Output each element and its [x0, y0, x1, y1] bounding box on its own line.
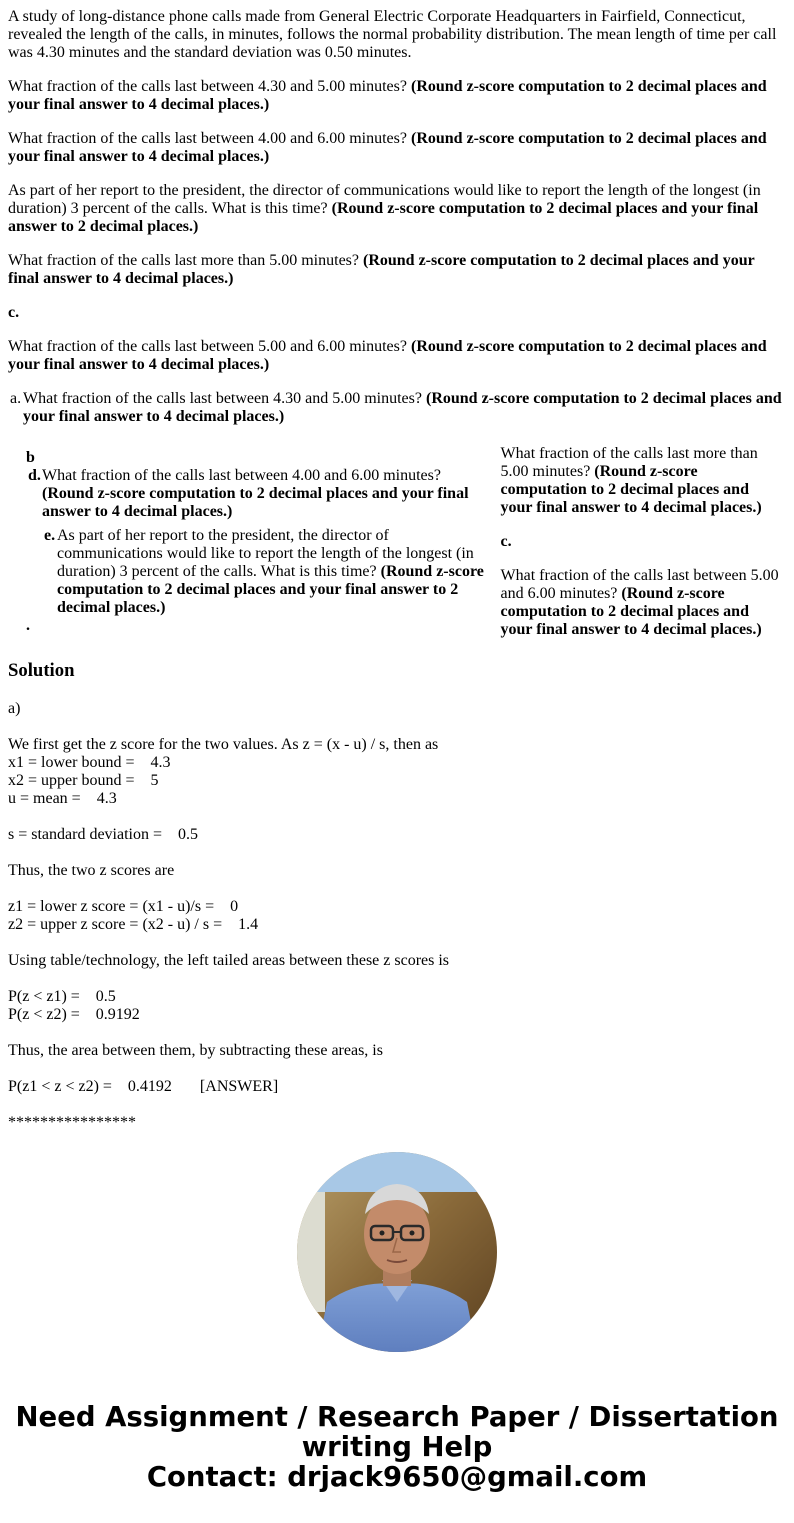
- right-question-2: [501, 567, 781, 639]
- question-4: [8, 252, 786, 288]
- solution-heading: Solution: [8, 660, 75, 681]
- solution-x2: x2 = upper bound = 5: [8, 772, 159, 789]
- solution-section: [8, 660, 786, 1132]
- right-c-label: c.: [500, 533, 512, 550]
- list-d-instruction: (Round z-score computation to 2 decimal places and your final answer to 4 decimal places.): [42, 485, 469, 520]
- author-portrait-icon: [297, 1152, 497, 1352]
- list-d-text: What fraction of the calls last between 4.00 and 6.00 minutes?: [42, 467, 441, 484]
- nested-list: [9, 449, 497, 635]
- question-2-instruction: (Round z-score computation to 2 decimal places and your final answer to 4 decimal places.): [8, 130, 767, 165]
- avatar-container: [8, 1152, 786, 1357]
- intro-paragraph: A study of long-distance phone calls made from General Electric Corporate Headquarters in Fairfield, Connecticut, revealed the length of the calls, in minutes, follows the normal probability distribution. The mean length of time per call was 4.30 minutes and the standard deviation was 0.50 minutes.: [8, 8, 777, 61]
- question-2-text: What fraction of the calls last between 4.00 and 6.00 minutes?: [8, 130, 411, 147]
- question-3-instruction: (Round z-score computation to 2 decimal places and your final answer to 2 decimal places.): [8, 200, 759, 235]
- list-a-instruction: (Round z-score computation to 2 decimal places and your final answer to 4 decimal places.): [23, 390, 782, 425]
- solution-definitions: [8, 736, 786, 808]
- right-question-1-instruction: (Round z-score computation to 2 decimal places and your final answer to 4 decimal places.): [500, 463, 762, 516]
- table-right-cell: [500, 444, 782, 640]
- solution-z2: z2 = upper z score = (x2 - u) / s = 1.4: [8, 916, 259, 933]
- table-left-cell: [8, 444, 498, 640]
- list-e-text: As part of her report to the president, the director of communications would like to report the length of the longest (in duration) 3 percent of the calls. What is this time?: [57, 527, 474, 580]
- list-item-d: [9, 467, 497, 521]
- banner-line-2: writing Help: [301, 1431, 493, 1463]
- question-5: [8, 338, 786, 374]
- list-marker-a: a.: [10, 390, 22, 407]
- right-question-2-text: What fraction of the calls last between 5.00 and 6.00 minutes?: [500, 567, 779, 602]
- question-4-instruction: (Round z-score computation to 2 decimal places and your final answer to 4 decimal places.): [8, 252, 755, 287]
- solution-p1: P(z < z1) = 0.5: [8, 988, 116, 1005]
- list-item-dot: .: [26, 617, 30, 634]
- solution-z-scores: [8, 898, 786, 934]
- contact-banner: [0, 1402, 794, 1492]
- c-label: c.: [8, 304, 20, 321]
- solution-stars: ****************: [8, 1114, 136, 1131]
- solution-answer: P(z1 < z < z2) = 0.4192 [ANSWER]: [8, 1078, 279, 1095]
- right-question-2-instruction: (Round z-score computation to 2 decimal places and your final answer to 4 decimal places.): [500, 585, 762, 638]
- banner-line-1: Need Assignment / Research Paper / Dissertation: [15, 1401, 779, 1433]
- question-5-text: What fraction of the calls last between 5.00 and 6.00 minutes?: [8, 338, 411, 355]
- questions-table: [6, 442, 784, 642]
- solution-p2: P(z < z2) = 0.9192: [8, 1006, 140, 1023]
- solution-lead: We first get the z score for the two values. As z = (x - u) / s, then as: [8, 736, 439, 753]
- solution-part-a: a): [8, 700, 21, 717]
- question-4-text: What fraction of the calls last more than 5.00 minutes?: [8, 252, 363, 269]
- right-question-1-text: What fraction of the calls last more than 5.00 minutes?: [500, 445, 758, 480]
- solution-probabilities: [8, 988, 786, 1024]
- question-1-text: What fraction of the calls last between 4.30 and 5.00 minutes?: [8, 78, 411, 95]
- solution-using: Using table/technology, the left tailed areas between these z scores is: [8, 952, 450, 969]
- solution-mean: u = mean = 4.3: [8, 790, 117, 807]
- solution-thus-2: Thus, the area between them, by subtracting these areas, is: [8, 1042, 383, 1059]
- list-e-instruction: (Round z-score computation to 2 decimal places and your final answer to 2 decimal places.): [57, 563, 484, 616]
- banner-contact[interactable]: Contact: drjack9650@gmail.com: [146, 1461, 648, 1493]
- list-marker-e: e.: [44, 527, 56, 544]
- question-2: [8, 130, 786, 166]
- list-a: [8, 390, 786, 426]
- question-1: [8, 78, 786, 114]
- list-item-e: [9, 527, 497, 617]
- list-marker-d: d.: [28, 467, 41, 484]
- list-a-text: What fraction of the calls last between 4.30 and 5.00 minutes?: [23, 390, 426, 407]
- question-1-instruction: (Round z-score computation to 2 decimal places and your final answer to 4 decimal places.): [8, 78, 767, 113]
- solution-thus-1: Thus, the two z scores are: [8, 862, 175, 879]
- solution-x1: x1 = lower bound = 4.3: [8, 754, 171, 771]
- solution-sd: s = standard deviation = 0.5: [8, 826, 199, 843]
- list-item-a: [8, 390, 786, 426]
- author-avatar: [297, 1152, 497, 1352]
- question-5-instruction: (Round z-score computation to 2 decimal places and your final answer to 4 decimal places.): [8, 338, 767, 373]
- list-item-b: b: [26, 449, 35, 466]
- question-3: [8, 182, 786, 236]
- right-question-1: [501, 445, 781, 517]
- question-3-text: As part of her report to the president, the director of communications would like to report the length of the longest (in duration) 3 percent of the calls. What is this time?: [8, 182, 761, 217]
- solution-z1: z1 = lower z score = (x1 - u)/s = 0: [8, 898, 239, 915]
